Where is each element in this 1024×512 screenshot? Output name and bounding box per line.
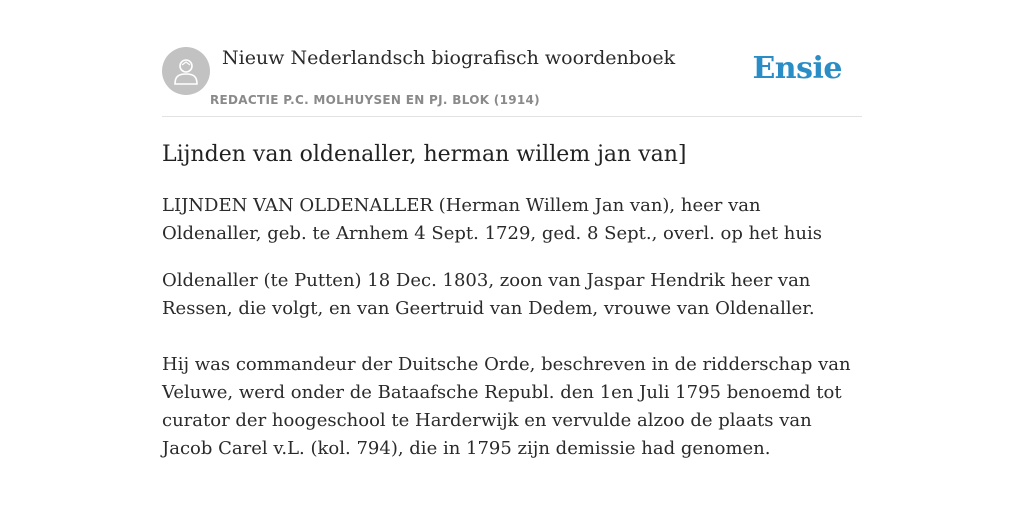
entry-paragraph: LIJNDEN VAN OLDENALLER (Herman Willem Jan van), heer van Oldenaller, geb. te Arnhem 4 Sept. 1729, ged. 8 Sept., overl. op het huis xyxy=(162,195,822,244)
user-icon xyxy=(173,57,199,85)
entry-title: Lijnden van oldenaller, herman willem jan van] xyxy=(162,142,687,167)
entry-paragraph: Hij was commandeur der Duitsche Orde, beschreven in de ridderschap van Veluwe, werd onder de Bataafsche Republ. den 1en Juli 1795 benoemd tot curator der hoogeschool te Harderwijk en vervulde alzoo de plaats van Jacob Carel v.L. (kol. 794), die in 1795 zijn demissie had genomen. xyxy=(162,354,851,459)
source-header xyxy=(162,0,862,117)
entry-paragraph: Oldenaller (te Putten) 18 Dec. 1803, zoon van Jaspar Hendrik heer van Ressen, die volgt, en van Geertruid van Dedem, vrouwe van Oldenaller. xyxy=(162,270,815,319)
source-editors: REDACTIE P.C. MOLHUYSEN EN PJ. BLOK (1914) xyxy=(210,93,540,107)
source-title[interactable]: Nieuw Nederlandsch biografisch woordenboek xyxy=(222,47,676,69)
source-avatar[interactable] xyxy=(162,47,210,95)
page-container xyxy=(162,0,862,459)
ensie-logo[interactable]: Ensie xyxy=(752,51,842,86)
